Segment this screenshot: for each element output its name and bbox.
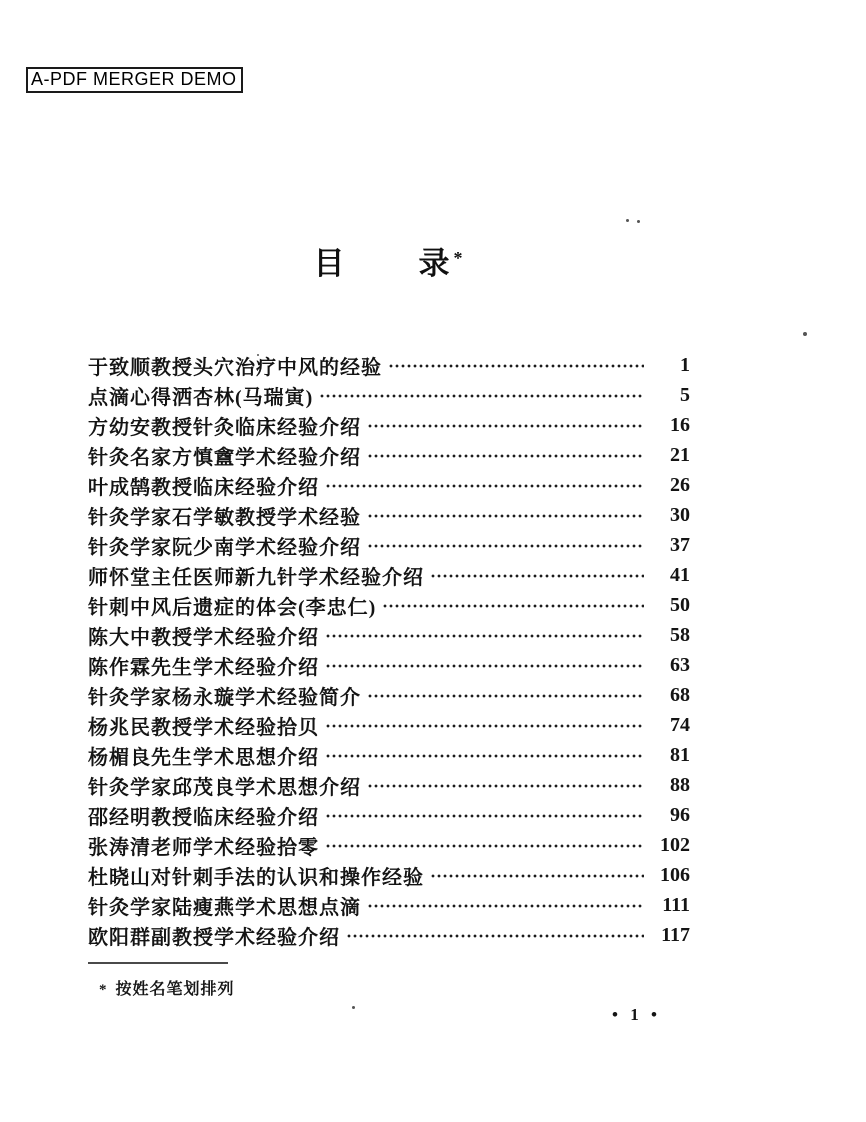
dot-leader [430,874,644,878]
toc-row [88,770,690,800]
dot-leader [367,424,644,428]
toc-list [88,350,690,950]
dot-leader [382,604,644,608]
toc-row [88,830,690,860]
toc-entry-page-number: 102 [660,833,690,856]
page-title [88,238,690,283]
toc-row [88,560,690,590]
toc-row [88,650,690,680]
toc-entry-title: 张涛清老师学术经验拾零 [88,836,319,859]
scan-speck [257,354,259,356]
toc-entry-title: 邵经明教授临床经验介绍 [88,806,319,829]
dot-leader [388,364,644,368]
toc-entry-title: 于致顺教授头穴治疗中风的经验 [88,356,382,379]
toc-entry-title: 叶成鹄教授临床经验介绍 [88,476,319,499]
footnote-asterisk: * [99,982,108,998]
dot-leader [346,934,644,938]
toc-entry-page-number: 117 [661,923,690,946]
toc-entry-page-number: 106 [660,863,690,886]
toc-row [88,470,690,500]
toc-row [88,860,690,890]
toc-entry-title: 针灸学家阮少南学术经验介绍 [88,536,361,559]
toc-row [88,800,690,830]
toc-row [88,890,690,920]
toc-entry-title: 点滴心得洒杏林(马瑞寅) [88,386,314,409]
dot-leader [430,574,644,578]
toc-entry-title: 针刺中风后遗症的体会(李忠仁) [88,596,377,619]
toc-row [88,920,690,950]
dot-leader [367,454,644,458]
toc-entry-title: 针灸名家方慎盦学术经验介绍 [88,446,361,469]
footnote [99,976,235,999]
toc-entry-title: 师怀堂主任医师新九针学术经验介绍 [88,566,424,589]
scan-speck [803,332,807,336]
toc-entry-title: 杜晓山对针刺手法的认识和操作经验 [88,866,424,889]
dot-leader [325,484,644,488]
toc-entry-page-number: 111 [662,893,690,916]
toc-row [88,350,690,380]
dot-leader [367,544,644,548]
toc-entry-title: 陈大中教授学术经验介绍 [88,626,319,649]
toc-row [88,380,690,410]
dot-leader [367,904,644,908]
toc-row [88,620,690,650]
dot-leader [325,814,644,818]
page-title-char-lu: 录 [418,246,452,281]
scan-speck [352,1006,355,1009]
dot-leader [325,844,644,848]
toc-entry-page-number: 37 [670,533,690,556]
dot-leader [367,694,644,698]
scan-speck [637,220,640,223]
toc-entry-title: 针灸学家杨永璇学术经验简介 [88,686,361,709]
toc-entry-page-number: 63 [670,653,690,676]
toc-entry-page-number: 26 [670,473,690,496]
toc-entry-title: 杨楣良先生学术思想介绍 [88,746,319,769]
pdf-merger-watermark: A-PDF MERGER DEMO [26,67,243,93]
toc-entry-title: 针灸学家邱茂良学术思想介绍 [88,776,361,799]
dot-leader [367,514,644,518]
title-footnote-asterisk: * [453,248,465,268]
toc-entry-page-number: 1 [680,353,690,376]
toc-entry-title: 方幼安教授针灸临床经验介绍 [88,416,361,439]
toc-entry-page-number: 68 [670,683,690,706]
toc-entry-title: 针灸学家陆瘦燕学术思想点滴 [88,896,361,919]
toc-entry-page-number: 16 [670,413,690,436]
dot-leader [325,754,644,758]
toc-row [88,680,690,710]
toc-entry-page-number: 96 [670,803,690,826]
toc-entry-page-number: 5 [680,383,690,406]
toc-row [88,410,690,440]
toc-entry-title: 陈作霖先生学术经验介绍 [88,656,319,679]
dot-leader [325,724,644,728]
toc-entry-page-number: 58 [670,623,690,646]
toc-entry-page-number: 41 [670,563,690,586]
toc-entry-page-number: 74 [670,713,690,736]
dot-leader [325,664,644,668]
toc-row [88,590,690,620]
toc-entry-page-number: 88 [670,773,690,796]
page-title-char-mu: 目 [313,246,347,281]
dot-leader [367,784,644,788]
toc-row [88,710,690,740]
toc-row [88,440,690,470]
toc-row [88,530,690,560]
dot-leader [319,394,644,398]
footnote-divider [88,962,228,964]
scan-speck [626,219,629,222]
toc-entry-page-number: 21 [670,443,690,466]
toc-entry-page-number: 30 [670,503,690,526]
toc-row [88,500,690,530]
toc-entry-page-number: 81 [670,743,690,766]
dot-leader [325,634,644,638]
footnote-text: 按姓名笔划排列 [115,981,235,998]
toc-entry-page-number: 50 [670,593,690,616]
page-number: • 1 • [612,1005,661,1024]
toc-row [88,740,690,770]
toc-entry-title: 欧阳群副教授学术经验介绍 [88,926,340,949]
toc-entry-title: 针灸学家石学敏教授学术经验 [88,506,361,529]
toc-entry-title: 杨兆民教授学术经验拾贝 [88,716,319,739]
